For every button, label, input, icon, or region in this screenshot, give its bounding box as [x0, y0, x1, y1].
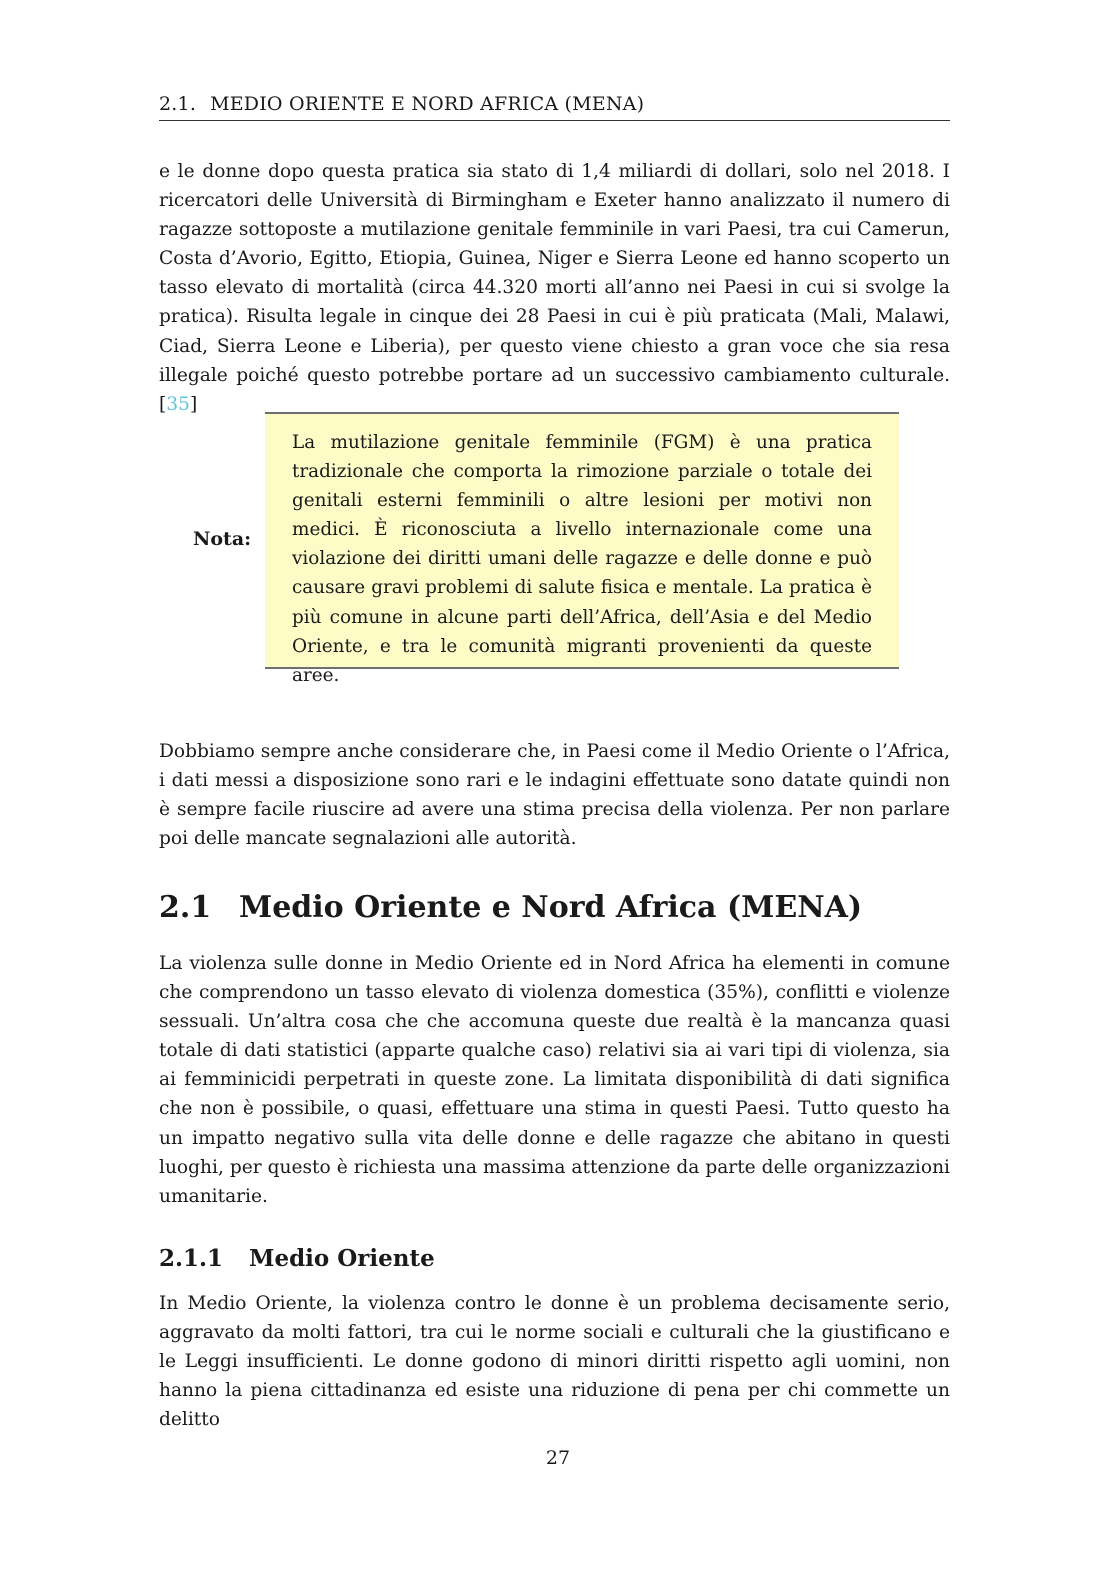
paragraph-mena: La violenza sulle donne in Medio Oriente ed in Nord Africa ha elementi in comune che comprendono un tasso elevato di violenza domestica (35%), conflitti e violenze sessuali. Un’altra cosa che che accomuna queste due realtà è la mancanza quasi totale di dati statistici (apparte qualche caso) relativi sia ai vari tipi di violenza, sia ai femminicidi perpetrati in queste zone. La limitata disponibilità di dati significa che non è possibile, o quasi, effettuare una stima in questi Paesi. Tutto questo ha un impatto negativo sulla vita delle donne e delle ragazze che abitano in questi luoghi, per questo è richiesta una massima attenzione da parte delle organizzazioni umanitarie.	[159, 953, 950, 1207]
paragraph-middle-east: In Medio Oriente, la violenza contro le donne è un problema decisamente serio, aggravato da molti fattori, tra cui le norme sociali e culturali che la giustificano e le Leggi insufficienti. Le donne godono di minori diritti rispetto agli uomini, non hanno la piena cittadinanza ed esiste una riduzione di pena per chi commette un delitto	[159, 1293, 950, 1431]
note-box	[265, 412, 899, 686]
subsection-number: 2.1.1	[159, 1245, 224, 1272]
page-number: 27	[545, 1447, 571, 1469]
header-title: MEDIO ORIENTE E NORD AFRICA (MENA)	[210, 93, 645, 115]
note-text: La mutilazione genitale femminile (FGM) è una pratica tradizionale che comporta la rimozione parziale o totale dei genitali esterni femminili o altre lesioni per motivi non medici. È riconosciuta a livello internazionale come una violazione dei diritti umani delle ragazze e delle donne e può causare gravi problemi di salute fisica e mentale. La pratica è più comune in alcune parti dell’Africa, dell’Asia e del Medio Oriente, e tra le comunità migranti provenienti da queste aree.	[292, 432, 872, 686]
running-header	[159, 90, 950, 121]
paragraph-fgm-mortality	[159, 157, 950, 419]
section-heading	[159, 888, 862, 928]
subsection-heading	[159, 1243, 435, 1275]
subsection-title: Medio Oriente	[249, 1245, 435, 1272]
header-section-number: 2.1.	[159, 93, 197, 115]
citation[interactable]	[159, 394, 197, 415]
section-number: 2.1	[159, 890, 212, 925]
paragraph-fgm-mortality-text: e le donne dopo questa pratica sia stato di 1,4 miliardi di dollari, solo nel 2018. I ricercatori delle Università di Birmingham e Exeter hanno analizzato il numero di ragazze sottoposte a mutilazione genitale femminile in vari Paesi, tra cui Camerun, Costa d’Avorio, Egitto, Etiopia, Guinea, Niger e Sierra Leone ed hanno scoperto un tasso elevato di mortalità (circa 44.320 morti all’anno nei Paesi in cui si svolge la pratica). Risulta legale in cinque dei 28 Paesi in cui è più praticata (Mali, Malawi, Ciad, Sierra Leone e Liberia), per questo viene chiesto a gran voce che sia resa illegale poiché questo potrebbe portare ad un successivo cambiamento culturale.	[159, 161, 950, 386]
section-title: Medio Oriente e Nord Africa (MENA)	[239, 890, 863, 925]
citation-open-bracket: [	[159, 393, 167, 415]
paragraph-data-scarcity: Dobbiamo sempre anche considerare che, in Paesi come il Medio Oriente o l’Africa, i dati messi a disposizione sono rari e le indagini effettuate sono datate quindi non è sempre facile riuscire ad avere una stima precisa della violenza. Per non parlare poi delle mancate segnalazioni alle autorità.	[159, 741, 950, 850]
citation-link[interactable]: 35	[166, 393, 190, 415]
citation-close-bracket: ]	[189, 393, 198, 415]
note-label: Nota:	[193, 528, 252, 550]
